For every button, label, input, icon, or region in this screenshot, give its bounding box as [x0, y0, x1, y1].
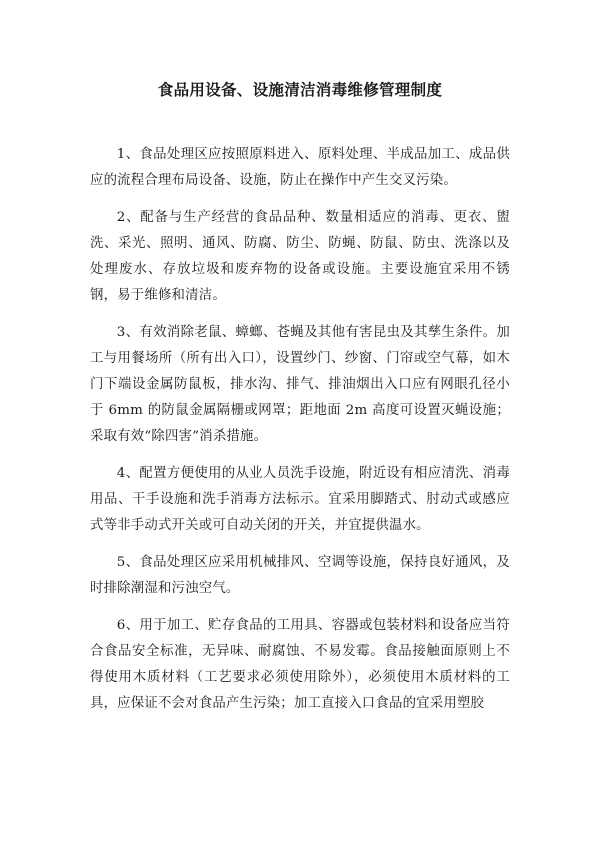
document-body — [90, 142, 510, 728]
paragraph-6: 6、用于加工、贮存食品的工用具、容器或包装材料和设备应当符合食品安全标准，无异味、耐腐蚀、不易发霉。食品接触面原则上不得使用木质材料（工艺要求必须使用除外），必须使用木质材料的工具，应保证不会对食品产生污染；加工直接入口食品的宜采用塑胶 — [90, 618, 510, 711]
paragraph-3: 3、有效消除老鼠、蟑螂、苍蝇及其他有害昆虫及其孳生条件。加工与用餐场所（所有出入口），设置纱门、纱窗、门帘或空气幕，如木门下端设金属防鼠板，排水沟、排气、排油烟出入口应有网眼孔径小于 6mm 的防鼠金属隔栅或网罩；距地面 2m 高度可设置灭蝇设施；采取有效“除四害”消杀措施。 — [90, 325, 510, 444]
paragraph-5: 5、食品处理区应采用机械排风、空调等设施，保持良好通风，及时排除潮湿和污浊空气。 — [90, 555, 510, 596]
paragraph-1: 1、食品处理区应按照原料进入、原料处理、半成品加工、成品供应的流程合理布局设备、设施，防止在操作中产生交叉污染。 — [90, 147, 510, 188]
paragraph-2: 2、配备与生产经营的食品品种、数量相适应的消毒、更衣、盥洗、采光、照明、通风、防腐、防尘、防蝇、防鼠、防虫、洗涤以及处理废水、存放垃圾和废弃物的设备或设施。主要设施宜采用不锈钢，易于维修和清洁。 — [90, 210, 510, 303]
document-title: 食品用设备、设施清洁消毒维修管理制度 — [157, 81, 443, 99]
paragraph-4: 4、配置方便使用的从业人员洗手设施，附近设有相应清洗、消毒用品、干手设施和洗手消毒方法标示。宜采用脚踏式、肘动式或感应式等非手动式开关或可自动关闭的开关，并宜提供温水。 — [90, 466, 510, 533]
